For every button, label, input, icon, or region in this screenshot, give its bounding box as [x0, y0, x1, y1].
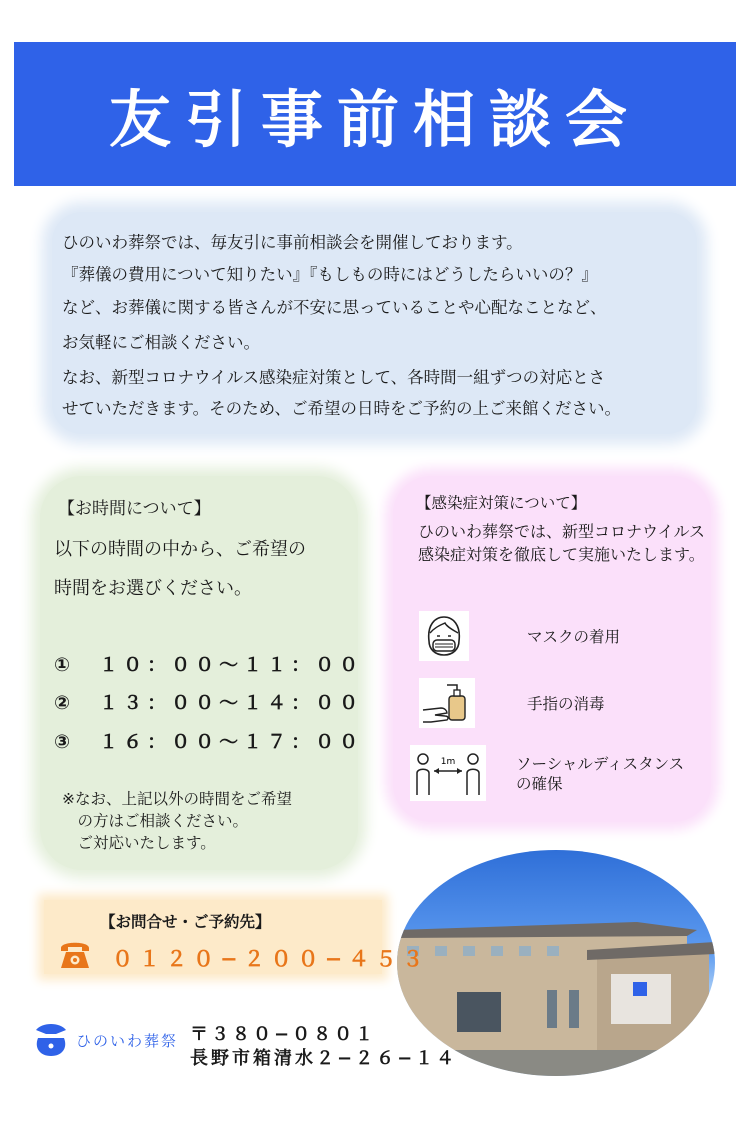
intro-line: せていただきます。そのため、ご希望の日時をご予約の上ご来館ください。 [62, 399, 622, 418]
brand-name: ひのいわ葬祭 [76, 1032, 179, 1050]
time-note-line: ※なお、上記以外の時間をご希望 [62, 790, 292, 808]
measure-label: マスクの着用 [527, 628, 621, 646]
phone-number[interactable]: ０１２０−２００−４５３ [112, 947, 430, 971]
time-slot: ① １０：００〜１１：００ [54, 654, 364, 676]
phone-icon [58, 938, 92, 970]
hand-sanitizer-icon [419, 678, 475, 728]
covid-intro: ひのいわ葬祭では、新型コロナウイルス感染症対策を徹底して実施いたします。 [418, 522, 706, 564]
measure-label: の確保 [516, 775, 563, 793]
building-photo [397, 850, 715, 1076]
distance-label: 1m [440, 757, 456, 767]
intro-line: なお、新型コロナウイルス感染症対策として、各時間一組ずつの対応とさ [62, 368, 606, 387]
time-intro-line: 以下の時間の中から、ご希望の [54, 539, 306, 560]
social-distance-icon [410, 745, 486, 801]
intro-line: ひのいわ葬祭では、毎友引に事前相談会を開催しております。 [62, 233, 523, 252]
time-heading: 【お時間について】 [58, 499, 211, 519]
page-title: 友引事前相談会 [108, 82, 641, 156]
measure-label: ソーシャルディスタンス [516, 755, 685, 773]
brand-logo-icon [32, 1018, 70, 1058]
time-intro-line: 時間をお選びください。 [54, 578, 252, 599]
contact-heading: 【お問合せ・ご予約先】 [100, 913, 271, 931]
postal-code: 〒３８０−０８０１ [190, 1024, 377, 1045]
time-note-line: ご対応いたします。 [62, 834, 216, 852]
mask-icon [419, 611, 469, 661]
time-slot: ③ １６：００〜１７：００ [54, 731, 364, 753]
intro-line: など、お葬儀に関する皆さんが不安に思っていることや心配なことなど、 [62, 298, 607, 317]
time-slot: ② １３：００〜１４：００ [54, 692, 364, 714]
time-note-line: の方はご相談ください。 [62, 812, 249, 830]
intro-line: お気軽にご相談ください。 [62, 333, 260, 352]
address: 長野市箱清水２−２６−１４ [190, 1048, 458, 1069]
measure-label: 手指の消毒 [527, 695, 605, 713]
title-banner [14, 42, 736, 186]
intro-line: 『葬儀の費用について知りたい』『もしもの時にはどうしたらいいの？』 [62, 265, 598, 284]
covid-heading: 【感染症対策について】 [416, 494, 587, 512]
